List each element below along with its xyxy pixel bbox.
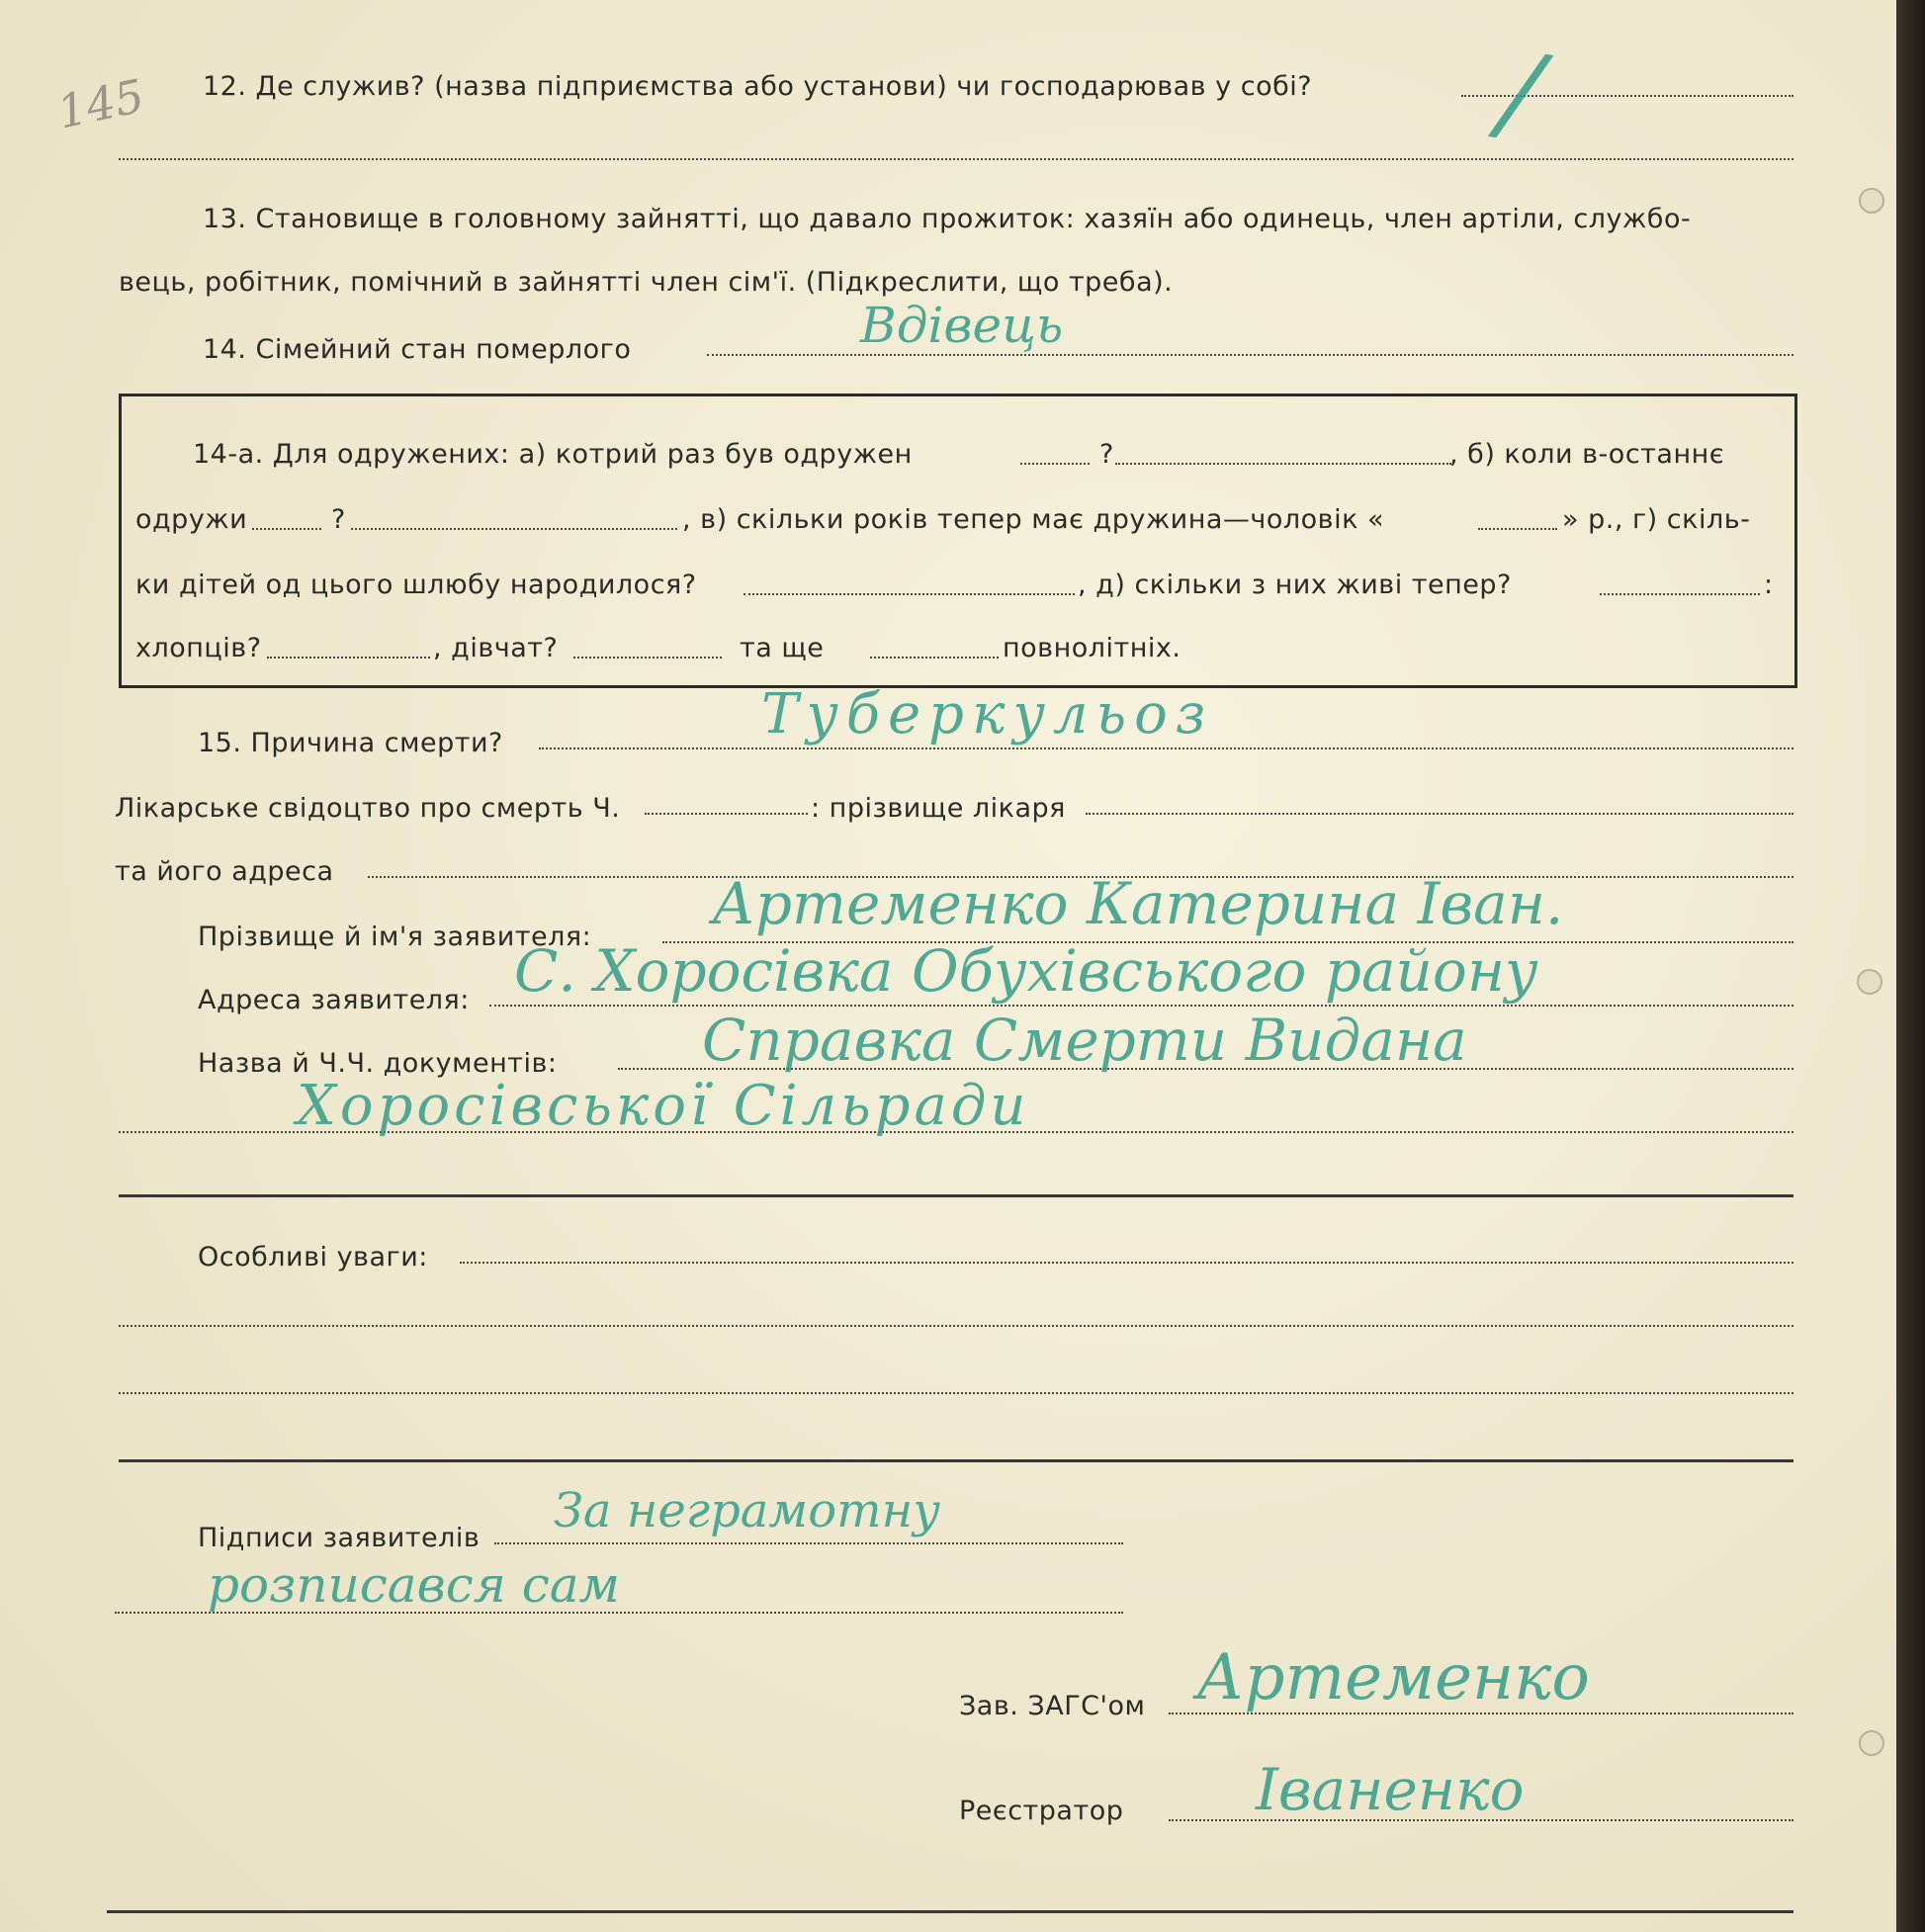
- answer-line: [539, 747, 1794, 749]
- question-13-text-1: 13. Становище в головному зайнятті, що давало прожиток: хазяїн або одинець, член артіли, службо-: [203, 204, 1692, 234]
- question-12-answer: /: [1494, 28, 1548, 158]
- question-14a-text: повнолітніх.: [1003, 633, 1181, 663]
- answer-line: [252, 528, 321, 530]
- answer-line: [119, 158, 1794, 160]
- answer-line: [870, 657, 999, 659]
- question-14a-text: одружи: [135, 504, 248, 535]
- scan-edge: [1896, 0, 1925, 1932]
- answer-line: [1478, 528, 1557, 530]
- punch-hole: [1859, 1730, 1884, 1756]
- question-14a-text: 14-а. Для одружених: а) котрий раз був одружен: [193, 439, 913, 470]
- question-15-label: 15. Причина смерти?: [198, 728, 503, 758]
- page-bottom-rule: [107, 1910, 1794, 1913]
- answer-line: [744, 593, 1075, 595]
- question-14-label: 14. Сімейний стан померлого: [203, 334, 632, 365]
- question-14a-text: , б) коли в-останнє: [1449, 439, 1725, 470]
- question-14a-text: » р., г) скіль-: [1562, 504, 1751, 535]
- answer-line: [267, 657, 430, 659]
- answer-line: [1020, 463, 1090, 465]
- question-14a-line-3: [0, 570, 1896, 629]
- zags-head-signature: Артеменко: [1196, 1641, 1590, 1714]
- applicant-signature-1: За неграмотну: [554, 1483, 941, 1538]
- question-14a-text: та ще: [740, 633, 825, 663]
- registrar-label: Реєстратор: [959, 1796, 1124, 1826]
- question-14a-text: :: [1764, 570, 1774, 600]
- punch-hole: [1859, 188, 1884, 214]
- answer-line: [645, 813, 808, 815]
- applicant-name-label: Прізвище й ім'я заявителя:: [198, 922, 592, 952]
- applicant-documents-value-2: Хоросівської Сільради: [297, 1074, 1030, 1138]
- applicant-name-value: Артеменко Катерина Іван.: [712, 870, 1564, 937]
- doctor-address-label: та його адреса: [115, 856, 334, 887]
- applicant-address-value: С. Хоросівка Обухівського району: [514, 937, 1538, 1005]
- question-14a-text: ?: [1099, 439, 1114, 470]
- punch-hole: [1857, 969, 1882, 995]
- question-14a-text: , д) скільки з них живі тепер?: [1078, 570, 1512, 600]
- zags-head: [0, 1691, 1896, 1750]
- question-15-answer: Туберкульоз: [761, 682, 1214, 746]
- medical-certificate-label: Лікарське свідоцтво про смерть Ч.: [115, 793, 621, 824]
- answer-line: [494, 1542, 1123, 1544]
- special-notes-label: Особливі уваги:: [198, 1242, 428, 1273]
- answer-line: [351, 528, 677, 530]
- answer-line: [460, 1262, 1794, 1264]
- applicant-documents-label: Назва й Ч.Ч. документів:: [198, 1048, 558, 1079]
- question-12: [0, 71, 1896, 131]
- applicant-signature-2: розписався сам: [208, 1556, 620, 1614]
- answer-line: [1115, 463, 1451, 465]
- question-14a-text: ?: [331, 504, 346, 535]
- section-divider: [119, 1459, 1794, 1462]
- registrar: [0, 1796, 1896, 1855]
- medical-certificate: [0, 793, 1896, 852]
- answer-line: [119, 1392, 1794, 1394]
- question-14a-line-2: [0, 504, 1896, 564]
- answer-line: [707, 354, 1794, 356]
- question-14a-line-1: [0, 439, 1896, 498]
- question-12-label: 12. Де служив? (назва підприємства або установи) чи господарював у собі?: [203, 71, 1313, 102]
- zags-head-label: Зав. ЗАГС'ом: [959, 1691, 1146, 1721]
- section-divider: [119, 1194, 1794, 1197]
- special-notes: [0, 1242, 1896, 1301]
- question-14a-text: ки дітей од цього шлюбу народилося?: [135, 570, 697, 600]
- doctor-surname-label: : прізвище лікаря: [811, 793, 1066, 824]
- question-13-text-2: вець, робітник, помічний в зайнятті член сім'ї. (Підкреслити, що треба).: [119, 267, 1174, 298]
- applicant-signatures-label: Підписи заявителів: [198, 1523, 481, 1553]
- question-14a-text: , в) скільки років тепер має дружина—чоловік «: [682, 504, 1384, 535]
- answer-line: [1600, 593, 1760, 595]
- answer-line: [119, 1325, 1794, 1327]
- question-14-answer: Вдівець: [860, 297, 1064, 354]
- applicant-address-label: Адреса заявителя:: [198, 985, 470, 1015]
- registrar-signature: Іваненко: [1256, 1756, 1525, 1823]
- question-14a-text: хлопців?: [135, 633, 262, 663]
- answer-line: [573, 657, 722, 659]
- question-14a-text: , дівчат?: [433, 633, 559, 663]
- margin-note: 145: [52, 68, 149, 139]
- question-13-line-1: [0, 204, 1896, 263]
- answer-line: [1086, 813, 1794, 815]
- applicant-documents-value-1: Справка Смерти Видана: [702, 1007, 1467, 1074]
